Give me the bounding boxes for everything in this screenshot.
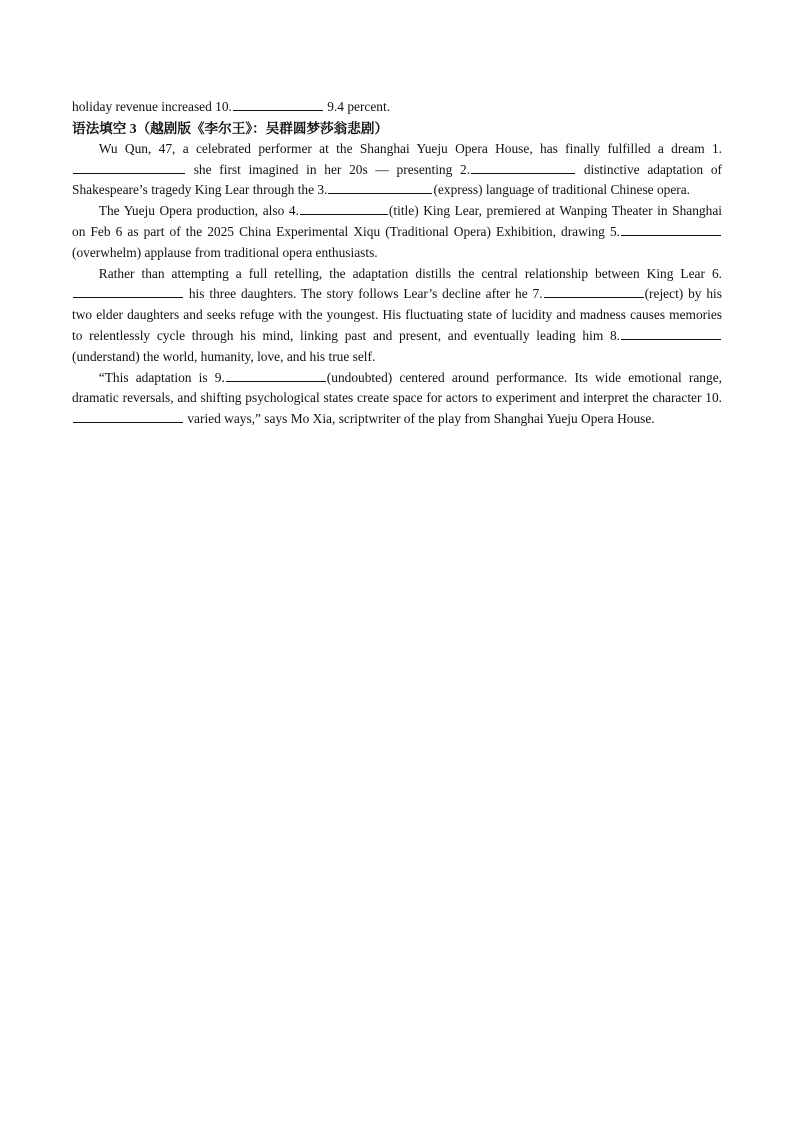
answer-blank-10[interactable] xyxy=(73,409,183,423)
answer-blank-9[interactable] xyxy=(226,368,326,382)
text-segment: distinctive adaptation of Shakespeare’s tragedy King Lear through the 3. xyxy=(72,161,722,198)
answer-blank-3[interactable] xyxy=(328,180,432,194)
text-segment: (reject) by his two elder daughters and seeks refuge with the youngest. His fluctuating state of lucidity and madness causes memories to relentlessly cycle through his mind, linking past and present, and eventually leading him 8. xyxy=(72,286,722,343)
text-segment: 9.4 percent. xyxy=(323,99,391,114)
paragraph-1 xyxy=(72,139,722,201)
text-segment: Wu Qun, 47, a celebrated performer at the Shanghai Yueju Opera House, has finally fulfilled a dream 1. xyxy=(98,140,722,156)
document-page xyxy=(72,97,722,430)
text-segment: “This adaptation is 9. xyxy=(98,369,225,385)
text-segment: The Yueju Opera production, also 4. xyxy=(98,203,299,219)
text-segment: (undoubted) centered around performance. Its wide emotional range, dramatic reversals, and shifting psychological states create space for actors to experiment and interpret the character 10. xyxy=(72,369,722,406)
text-segment: his three daughters. The story follows Lear’s decline after he 7. xyxy=(184,286,543,302)
text-segment: she first imagined in her 20s — presenting 2. xyxy=(186,161,471,177)
answer-blank-5[interactable] xyxy=(621,222,721,236)
answer-blank-10-prev[interactable] xyxy=(233,97,323,111)
paragraph-4 xyxy=(72,368,722,430)
paragraph-3 xyxy=(72,264,722,368)
text-segment: varied ways,” says Mo Xia, scriptwriter of the play from Shanghai Yueju Opera House. xyxy=(184,411,655,427)
text-segment: (understand) the world, humanity, love, and his true self. xyxy=(72,348,376,364)
section-heading: 语法填空 3（越剧版《李尔王》：吴群圆梦莎翁悲剧） xyxy=(72,120,389,136)
text-segment: (title) King Lear, premiered at Wanping Theater in Shanghai on Feb 6 as part of the 2025 China Experimental Xiqu (Traditional Opera) Exhibition, drawing 5. xyxy=(72,203,722,239)
answer-blank-1[interactable] xyxy=(73,160,185,174)
answer-blank-4[interactable] xyxy=(300,201,388,215)
text-segment: (overwhelm) applause from traditional opera enthusiasts. xyxy=(72,244,378,260)
paragraph-2 xyxy=(72,201,722,263)
answer-blank-6[interactable] xyxy=(73,284,183,298)
answer-blank-8[interactable] xyxy=(621,326,721,340)
text-segment: holiday revenue increased 10. xyxy=(72,99,232,114)
answer-blank-7[interactable] xyxy=(544,284,644,298)
answer-blank-2[interactable] xyxy=(471,160,575,174)
text-segment: Rather than attempting a full retelling, the adaptation distills the central relationship between King Lear 6. xyxy=(98,265,722,281)
previous-passage-line xyxy=(72,97,722,118)
text-segment: (express) language of traditional Chinese opera. xyxy=(433,182,691,198)
